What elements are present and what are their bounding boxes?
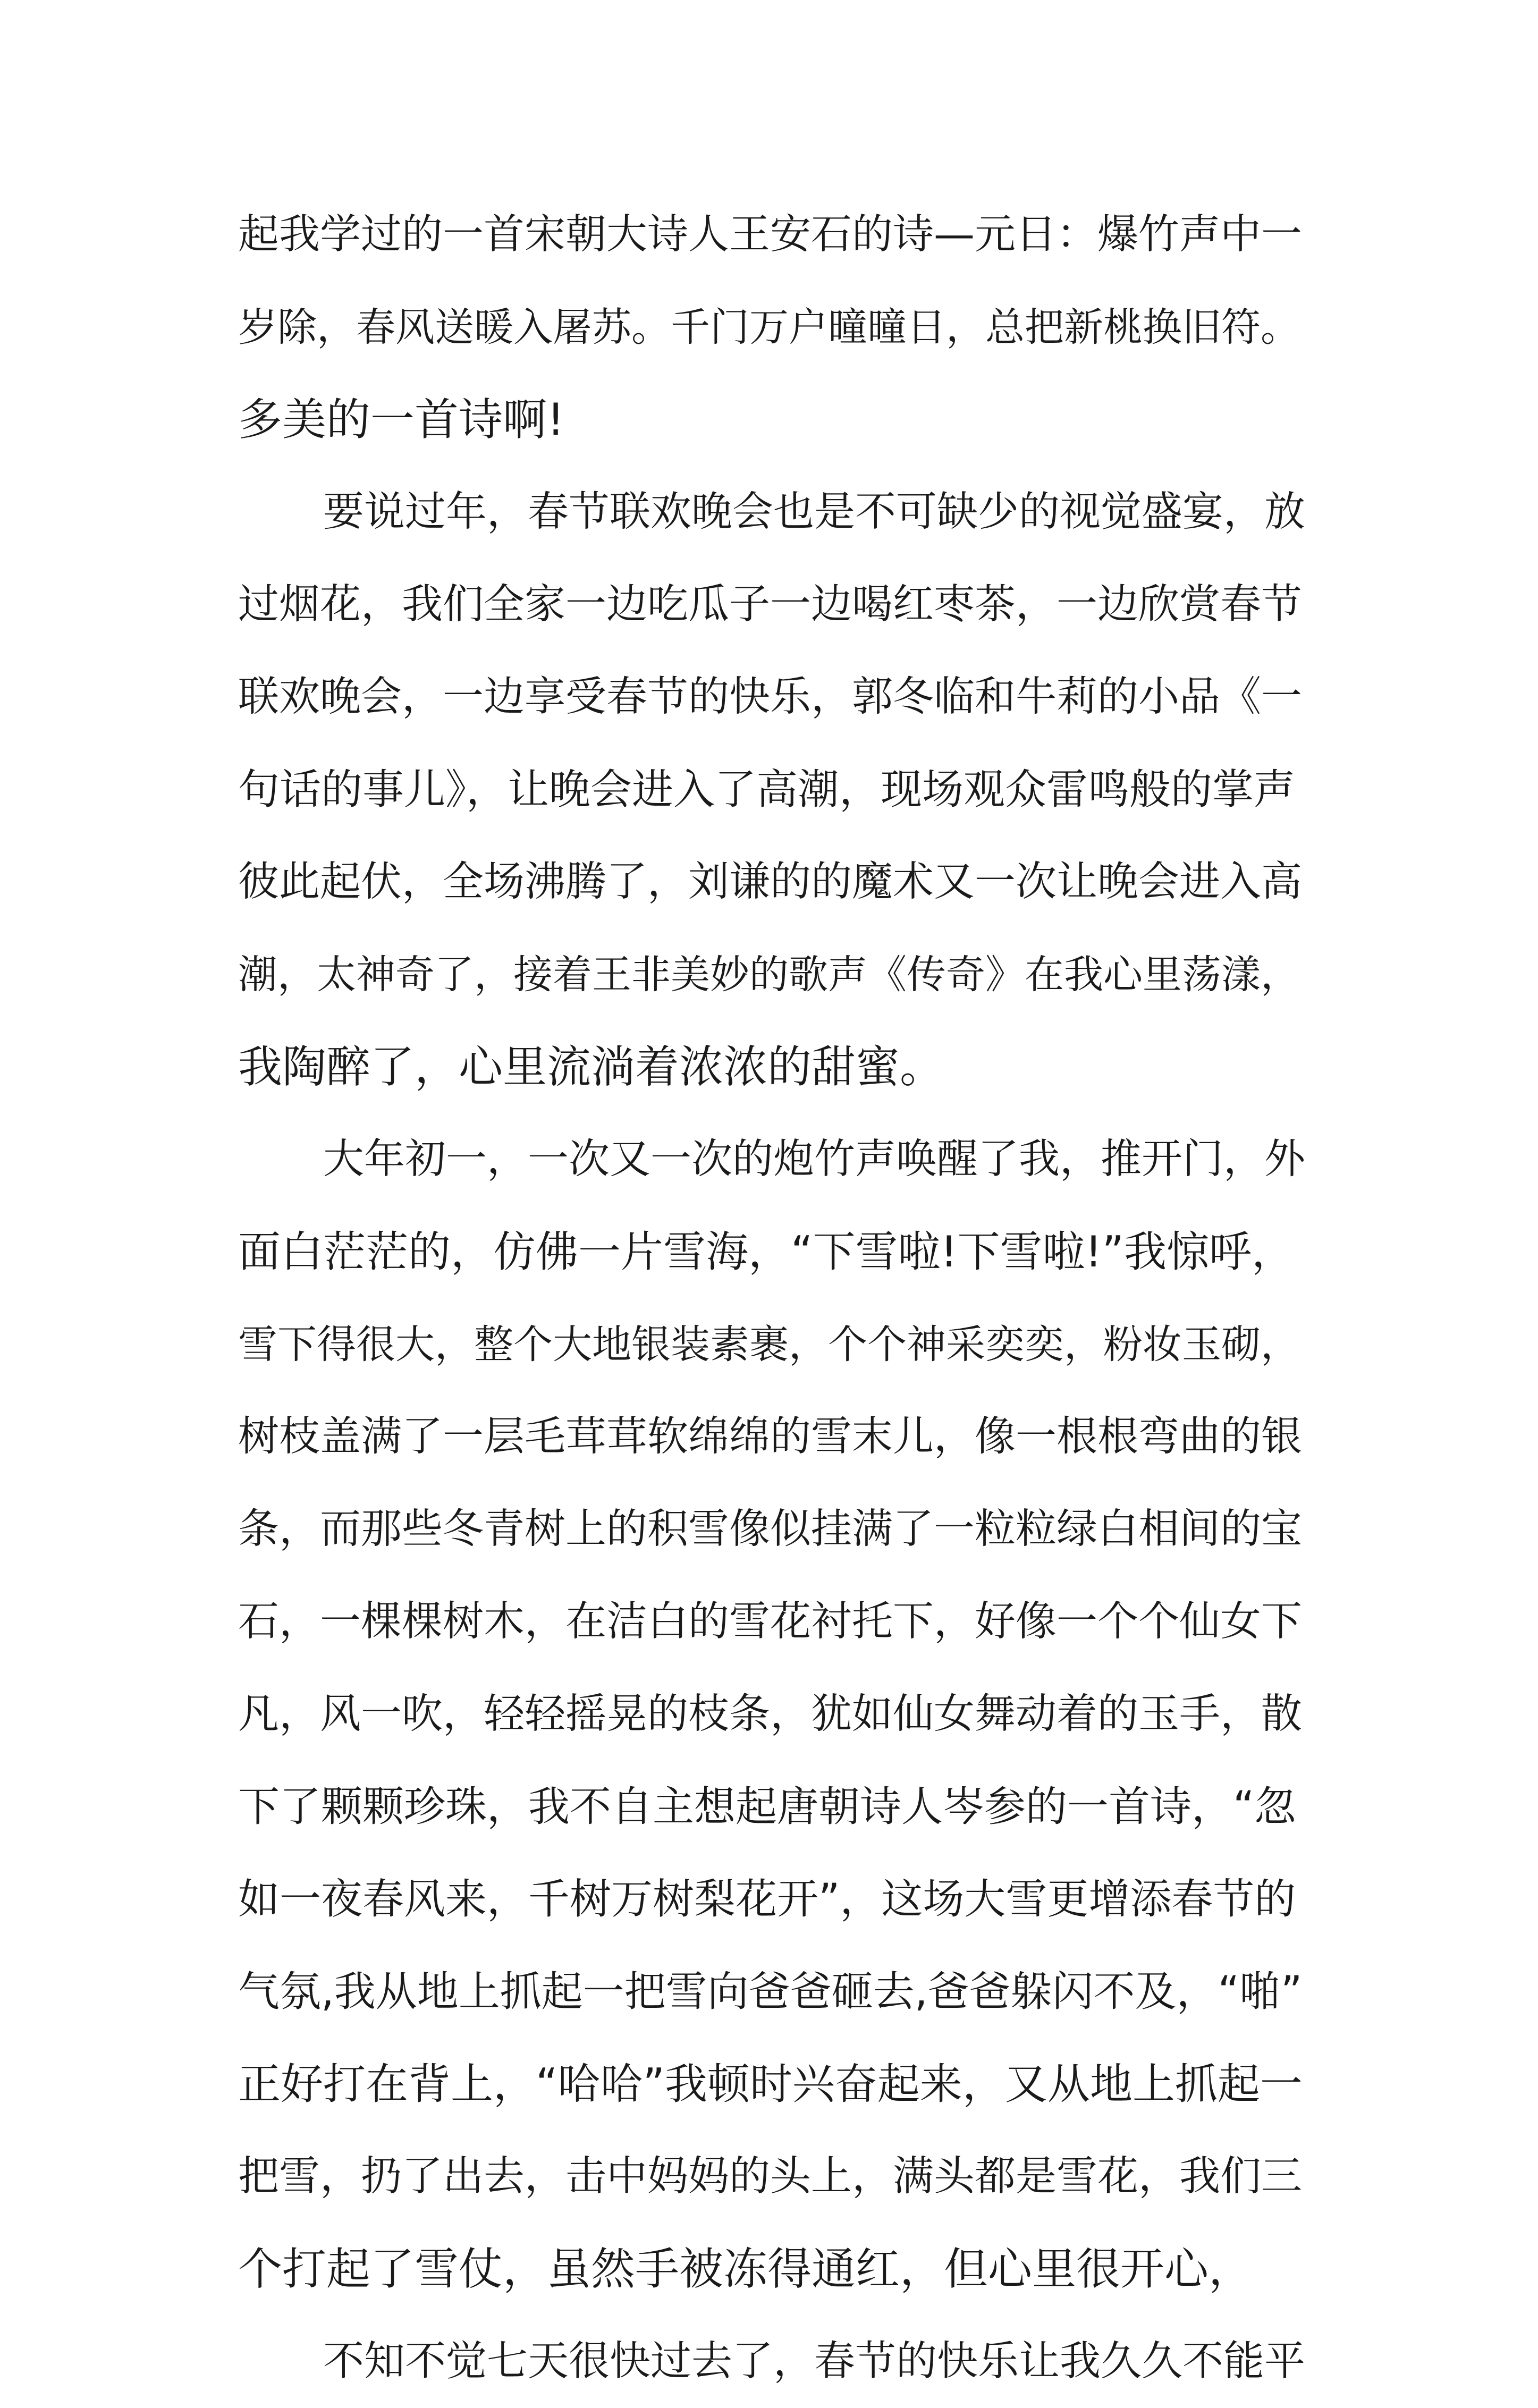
text-line: 过烟花，我们全家一边吃瓜子一边喝红枣茶，一边欣赏春节: [238, 581, 1302, 628]
text-line: 如一夜春风来，千树万树梨花开”，这场大雪更增添春节的: [238, 1875, 1296, 1923]
text-line: 起我学过的一首宋朝大诗人王安石的诗—元日：爆竹声中一: [238, 211, 1302, 258]
text-line: 凡，风一吹，轻轻摇晃的枝条，犹如仙女舞动着的玉手，散: [238, 1691, 1302, 1738]
text-line: 正好打在背上，“哈哈”我顿时兴奋起来，又从地上抓起一: [238, 2059, 1303, 2109]
text-line: 个打起了雪仗，虽然手被冻得通红，但心里很开心，: [238, 2243, 1253, 2295]
text-line: 潮，太神奇了，接着王非美妙的歌声《传奇》在我心里荡漾，: [238, 952, 1300, 998]
paragraph-first-line: 大年初一，一次又一次的炮竹声唤醒了我，推开门，外: [323, 1136, 1305, 1183]
text-line: 彼此起伏，全场沸腾了，刘谦的的魔术又一次让晚会进入高: [238, 858, 1302, 906]
text-line: 气氛,我从地上抓起一把雪向爸爸砸去,爸爸躲闪不及，“啪”: [238, 1968, 1303, 2016]
text-line: 岁除，春风送暖入屠苏。千门万户曈曈日，总把新桃换旧符。: [238, 305, 1300, 350]
text-line: 把雪，扔了出去，击中妈妈的头上，满头都是雪花，我们三: [238, 2153, 1302, 2200]
paragraph-first-line: 要说过年，春节联欢晚会也是不可缺少的视觉盛宴，放: [323, 488, 1305, 536]
text-line: 我陶醉了，心里流淌着浓浓的甜蜜。: [238, 1041, 944, 1093]
essay-body: [238, 189, 1306, 2408]
text-line: 联欢晚会，一边享受春节的快乐，郭冬临和牛莉的小品《一: [238, 673, 1302, 721]
text-line: 下了颗颗珍珠，我不自主想起唐朝诗人岑参的一首诗，“忽: [238, 1783, 1296, 1831]
text-line: 条，而那些冬青树上的积雪像似挂满了一粒粒绿白相间的宝: [238, 1506, 1302, 1553]
text-line: 句话的事儿》，让晚会进入了高潮，现场观众雷鸣般的掌声: [238, 766, 1296, 814]
text-line: 树枝盖满了一层毛茸茸软绵绵的雪末儿，像一根根弯曲的银: [238, 1413, 1302, 1460]
text-line: 石，一棵棵树木，在洁白的雪花衬托下，好像一个个仙女下: [238, 1598, 1302, 1645]
text-line: 面白茫茫的，仿佛一片雪海，“下雪啦!下雪啦!”我惊呼，: [238, 1227, 1295, 1277]
text-line: 雪下得很大，整个大地银装素裹，个个神采奕奕，粉妆玉砌，: [238, 1322, 1300, 1367]
text-line: 多美的一首诗啊!: [238, 394, 565, 445]
paragraph-first-line: 不知不觉七天很快过去了，春节的快乐让我久久不能平: [323, 2338, 1305, 2385]
